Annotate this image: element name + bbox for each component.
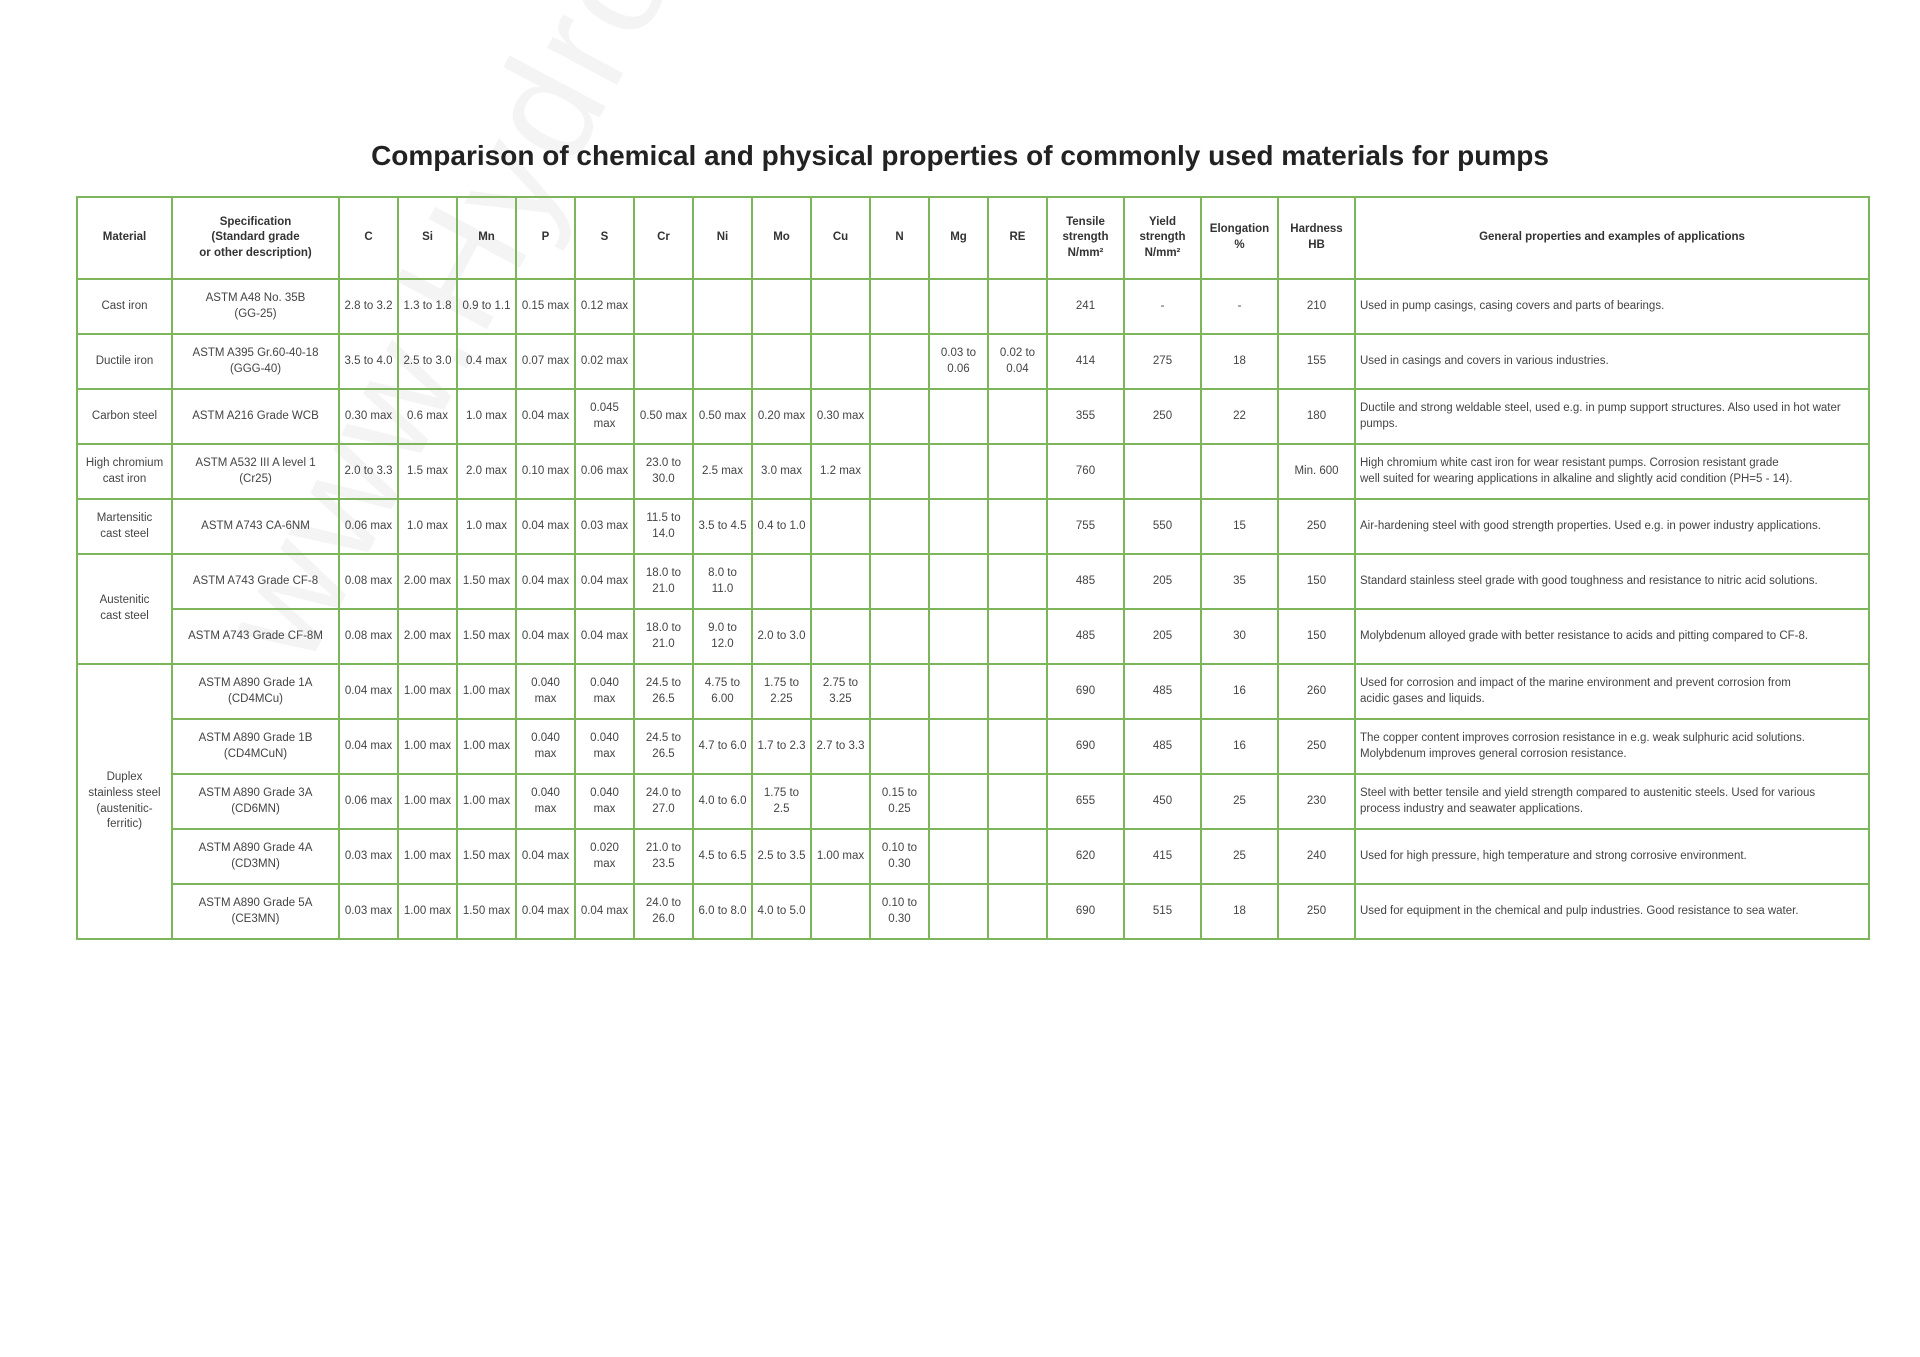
hardness-cell: 155 (1278, 334, 1355, 389)
yield-cell: - (1124, 279, 1201, 334)
tensile-cell: 414 (1047, 334, 1124, 389)
s-cell: 0.12 max (575, 279, 634, 334)
materials-table (76, 196, 1870, 940)
p-cell: 0.15 max (516, 279, 575, 334)
table-row (77, 609, 1869, 664)
n-cell (870, 444, 929, 499)
cu-cell: 0.30 max (811, 389, 870, 444)
s-cell: 0.04 max (575, 884, 634, 939)
re-cell (988, 609, 1047, 664)
mn-cell: 2.0 max (457, 444, 516, 499)
c-cell: 0.04 max (339, 664, 398, 719)
table-body (77, 279, 1869, 939)
n-cell (870, 719, 929, 774)
p-cell: 0.04 max (516, 389, 575, 444)
tensile-cell: 655 (1047, 774, 1124, 829)
n-cell: 0.10 to 0.30 (870, 884, 929, 939)
cu-cell (811, 279, 870, 334)
table-row (77, 444, 1869, 499)
cr-cell: 11.5 to 14.0 (634, 499, 693, 554)
ni-cell (693, 279, 752, 334)
hardness-cell: 150 (1278, 609, 1355, 664)
table-row (77, 499, 1869, 554)
si-cell: 2.00 max (398, 554, 457, 609)
mo-cell (752, 334, 811, 389)
table-row (77, 719, 1869, 774)
tensile-cell: 485 (1047, 609, 1124, 664)
cr-cell: 24.5 to 26.5 (634, 664, 693, 719)
c-cell: 2.0 to 3.3 (339, 444, 398, 499)
mg-cell (929, 499, 988, 554)
mo-cell (752, 554, 811, 609)
spec-cell: ASTM A890 Grade 5A (CE3MN) (172, 884, 339, 939)
mn-cell: 1.50 max (457, 609, 516, 664)
s-cell: 0.020 max (575, 829, 634, 884)
p-cell: 0.07 max (516, 334, 575, 389)
cu-cell (811, 774, 870, 829)
hardness-cell: 230 (1278, 774, 1355, 829)
hardness-cell: 180 (1278, 389, 1355, 444)
n-cell (870, 389, 929, 444)
re-cell (988, 884, 1047, 939)
elongation-cell: 30 (1201, 609, 1278, 664)
re-cell (988, 719, 1047, 774)
cu-cell: 2.75 to 3.25 (811, 664, 870, 719)
re-cell (988, 774, 1047, 829)
material-cell: Cast iron (77, 279, 172, 334)
column-header: Specification (Standard grade or other description) (172, 197, 339, 279)
cu-cell (811, 884, 870, 939)
mg-cell (929, 774, 988, 829)
c-cell: 0.08 max (339, 554, 398, 609)
spec-cell: ASTM A890 Grade 1B (CD4MCuN) (172, 719, 339, 774)
mn-cell: 1.50 max (457, 829, 516, 884)
mn-cell: 1.50 max (457, 884, 516, 939)
re-cell (988, 279, 1047, 334)
spec-cell: ASTM A743 Grade CF-8M (172, 609, 339, 664)
material-cell: Duplex stainless steel (austenitic- ferritic) (77, 664, 172, 939)
yield-cell: 205 (1124, 609, 1201, 664)
application-cell: Used for corrosion and impact of the marine environment and prevent corrosion from acidic gases and liquids. (1355, 664, 1869, 719)
cr-cell: 23.0 to 30.0 (634, 444, 693, 499)
cr-cell: 24.5 to 26.5 (634, 719, 693, 774)
re-cell (988, 829, 1047, 884)
application-cell: Ductile and strong weldable steel, used e.g. in pump support structures. Also used in hot water pumps. (1355, 389, 1869, 444)
mn-cell: 1.0 max (457, 389, 516, 444)
application-cell: High chromium white cast iron for wear resistant pumps. Corrosion resistant grade well suited for wearing applications in alkaline and slightly acid condition (PH=5 - 14). (1355, 444, 1869, 499)
yield-cell: 485 (1124, 664, 1201, 719)
column-header: Cu (811, 197, 870, 279)
si-cell: 0.6 max (398, 389, 457, 444)
n-cell (870, 279, 929, 334)
re-cell: 0.02 to 0.04 (988, 334, 1047, 389)
column-header: Si (398, 197, 457, 279)
ni-cell: 4.5 to 6.5 (693, 829, 752, 884)
application-cell: Steel with better tensile and yield strength compared to austenitic steels. Used for various process industry and seawater applications. (1355, 774, 1869, 829)
table-row (77, 389, 1869, 444)
si-cell: 1.00 max (398, 829, 457, 884)
ni-cell (693, 334, 752, 389)
elongation-cell: 25 (1201, 774, 1278, 829)
cr-cell: 24.0 to 27.0 (634, 774, 693, 829)
column-header: Mn (457, 197, 516, 279)
column-header: Yield strength N/mm² (1124, 197, 1201, 279)
mo-cell: 1.7 to 2.3 (752, 719, 811, 774)
yield-cell: 550 (1124, 499, 1201, 554)
re-cell (988, 444, 1047, 499)
tensile-cell: 690 (1047, 884, 1124, 939)
hardness-cell: 250 (1278, 499, 1355, 554)
c-cell: 0.06 max (339, 774, 398, 829)
application-cell: Molybdenum alloyed grade with better resistance to acids and pitting compared to CF-8. (1355, 609, 1869, 664)
elongation-cell (1201, 444, 1278, 499)
column-header: Cr (634, 197, 693, 279)
ni-cell: 0.50 max (693, 389, 752, 444)
n-cell: 0.15 to 0.25 (870, 774, 929, 829)
yield-cell: 485 (1124, 719, 1201, 774)
mg-cell: 0.03 to 0.06 (929, 334, 988, 389)
p-cell: 0.040 max (516, 774, 575, 829)
material-cell: High chromium cast iron (77, 444, 172, 499)
n-cell: 0.10 to 0.30 (870, 829, 929, 884)
re-cell (988, 389, 1047, 444)
elongation-cell: 18 (1201, 884, 1278, 939)
cu-cell (811, 554, 870, 609)
s-cell: 0.06 max (575, 444, 634, 499)
hardness-cell: 240 (1278, 829, 1355, 884)
re-cell (988, 499, 1047, 554)
table-header-row (77, 197, 1869, 279)
mg-cell (929, 444, 988, 499)
p-cell: 0.10 max (516, 444, 575, 499)
si-cell: 1.5 max (398, 444, 457, 499)
column-header: RE (988, 197, 1047, 279)
cu-cell (811, 609, 870, 664)
column-header: Material (77, 197, 172, 279)
material-cell: Austenitic cast steel (77, 554, 172, 664)
mo-cell: 0.20 max (752, 389, 811, 444)
spec-cell: ASTM A743 Grade CF-8 (172, 554, 339, 609)
application-cell: The copper content improves corrosion resistance in e.g. weak sulphuric acid solutions. Molybdenum improves general corrosion resistance. (1355, 719, 1869, 774)
cr-cell: 21.0 to 23.5 (634, 829, 693, 884)
table-row (77, 554, 1869, 609)
material-cell: Ductile iron (77, 334, 172, 389)
mn-cell: 0.9 to 1.1 (457, 279, 516, 334)
yield-cell: 275 (1124, 334, 1201, 389)
ni-cell: 8.0 to 11.0 (693, 554, 752, 609)
p-cell: 0.04 max (516, 499, 575, 554)
application-cell: Used in casings and covers in various industries. (1355, 334, 1869, 389)
mn-cell: 1.00 max (457, 774, 516, 829)
column-header: C (339, 197, 398, 279)
n-cell (870, 334, 929, 389)
s-cell: 0.04 max (575, 609, 634, 664)
material-cell: Martensitic cast steel (77, 499, 172, 554)
mn-cell: 0.4 max (457, 334, 516, 389)
n-cell (870, 554, 929, 609)
mn-cell: 1.00 max (457, 664, 516, 719)
p-cell: 0.04 max (516, 884, 575, 939)
p-cell: 0.04 max (516, 829, 575, 884)
si-cell: 1.00 max (398, 664, 457, 719)
elongation-cell: - (1201, 279, 1278, 334)
mg-cell (929, 279, 988, 334)
si-cell: 1.00 max (398, 719, 457, 774)
spec-cell: ASTM A890 Grade 3A (CD6MN) (172, 774, 339, 829)
c-cell: 3.5 to 4.0 (339, 334, 398, 389)
c-cell: 0.06 max (339, 499, 398, 554)
n-cell (870, 664, 929, 719)
p-cell: 0.04 max (516, 609, 575, 664)
table-row (77, 279, 1869, 334)
hardness-cell: 150 (1278, 554, 1355, 609)
cr-cell (634, 279, 693, 334)
s-cell: 0.04 max (575, 554, 634, 609)
mo-cell: 1.75 to 2.25 (752, 664, 811, 719)
mo-cell: 2.5 to 3.5 (752, 829, 811, 884)
c-cell: 0.03 max (339, 884, 398, 939)
application-cell: Used for high pressure, high temperature and strong corrosive environment. (1355, 829, 1869, 884)
si-cell: 1.3 to 1.8 (398, 279, 457, 334)
elongation-cell: 35 (1201, 554, 1278, 609)
si-cell: 2.5 to 3.0 (398, 334, 457, 389)
c-cell: 2.8 to 3.2 (339, 279, 398, 334)
mn-cell: 1.50 max (457, 554, 516, 609)
elongation-cell: 18 (1201, 334, 1278, 389)
mo-cell (752, 279, 811, 334)
yield-cell: 250 (1124, 389, 1201, 444)
n-cell (870, 499, 929, 554)
yield-cell: 205 (1124, 554, 1201, 609)
application-cell: Used for equipment in the chemical and pulp industries. Good resistance to sea water. (1355, 884, 1869, 939)
table-row (77, 664, 1869, 719)
ni-cell: 4.7 to 6.0 (693, 719, 752, 774)
mo-cell: 3.0 max (752, 444, 811, 499)
table-row (77, 829, 1869, 884)
re-cell (988, 554, 1047, 609)
cu-cell: 2.7 to 3.3 (811, 719, 870, 774)
s-cell: 0.02 max (575, 334, 634, 389)
ni-cell: 4.0 to 6.0 (693, 774, 752, 829)
c-cell: 0.08 max (339, 609, 398, 664)
c-cell: 0.30 max (339, 389, 398, 444)
s-cell: 0.040 max (575, 719, 634, 774)
c-cell: 0.04 max (339, 719, 398, 774)
mg-cell (929, 884, 988, 939)
mg-cell (929, 609, 988, 664)
material-cell: Carbon steel (77, 389, 172, 444)
mg-cell (929, 719, 988, 774)
table-row (77, 774, 1869, 829)
mg-cell (929, 664, 988, 719)
column-header: P (516, 197, 575, 279)
column-header: General properties and examples of applications (1355, 197, 1869, 279)
spec-cell: ASTM A48 No. 35B (GG-25) (172, 279, 339, 334)
s-cell: 0.040 max (575, 664, 634, 719)
spec-cell: ASTM A890 Grade 1A (CD4MCu) (172, 664, 339, 719)
elongation-cell: 15 (1201, 499, 1278, 554)
spec-cell: ASTM A890 Grade 4A (CD3MN) (172, 829, 339, 884)
ni-cell: 6.0 to 8.0 (693, 884, 752, 939)
cr-cell: 24.0 to 26.0 (634, 884, 693, 939)
mo-cell: 0.4 to 1.0 (752, 499, 811, 554)
ni-cell: 9.0 to 12.0 (693, 609, 752, 664)
mo-cell: 1.75 to 2.5 (752, 774, 811, 829)
tensile-cell: 690 (1047, 664, 1124, 719)
hardness-cell: 250 (1278, 719, 1355, 774)
cu-cell: 1.00 max (811, 829, 870, 884)
elongation-cell: 16 (1201, 664, 1278, 719)
yield-cell: 450 (1124, 774, 1201, 829)
cr-cell (634, 334, 693, 389)
yield-cell (1124, 444, 1201, 499)
cu-cell (811, 334, 870, 389)
hardness-cell: 250 (1278, 884, 1355, 939)
yield-cell: 515 (1124, 884, 1201, 939)
mg-cell (929, 554, 988, 609)
spec-cell: ASTM A743 CA-6NM (172, 499, 339, 554)
mo-cell: 4.0 to 5.0 (752, 884, 811, 939)
column-header: Tensile strength N/mm² (1047, 197, 1124, 279)
si-cell: 2.00 max (398, 609, 457, 664)
elongation-cell: 25 (1201, 829, 1278, 884)
table-row (77, 334, 1869, 389)
p-cell: 0.040 max (516, 719, 575, 774)
ni-cell: 2.5 max (693, 444, 752, 499)
table-row (77, 884, 1869, 939)
c-cell: 0.03 max (339, 829, 398, 884)
cr-cell: 18.0 to 21.0 (634, 609, 693, 664)
p-cell: 0.040 max (516, 664, 575, 719)
n-cell (870, 609, 929, 664)
ni-cell: 3.5 to 4.5 (693, 499, 752, 554)
hardness-cell: 210 (1278, 279, 1355, 334)
re-cell (988, 664, 1047, 719)
spec-cell: ASTM A395 Gr.60-40-18 (GGG-40) (172, 334, 339, 389)
ni-cell: 4.75 to 6.00 (693, 664, 752, 719)
cr-cell: 0.50 max (634, 389, 693, 444)
mg-cell (929, 829, 988, 884)
s-cell: 0.040 max (575, 774, 634, 829)
si-cell: 1.0 max (398, 499, 457, 554)
tensile-cell: 241 (1047, 279, 1124, 334)
application-cell: Standard stainless steel grade with good toughness and resistance to nitric acid solutions. (1355, 554, 1869, 609)
tensile-cell: 760 (1047, 444, 1124, 499)
cu-cell: 1.2 max (811, 444, 870, 499)
cu-cell (811, 499, 870, 554)
mn-cell: 1.00 max (457, 719, 516, 774)
tensile-cell: 485 (1047, 554, 1124, 609)
tensile-cell: 755 (1047, 499, 1124, 554)
tensile-cell: 690 (1047, 719, 1124, 774)
elongation-cell: 22 (1201, 389, 1278, 444)
application-cell: Used in pump casings, casing covers and parts of bearings. (1355, 279, 1869, 334)
hardness-cell: Min. 600 (1278, 444, 1355, 499)
column-header: Ni (693, 197, 752, 279)
p-cell: 0.04 max (516, 554, 575, 609)
s-cell: 0.045 max (575, 389, 634, 444)
mg-cell (929, 389, 988, 444)
column-header: S (575, 197, 634, 279)
tensile-cell: 620 (1047, 829, 1124, 884)
elongation-cell: 16 (1201, 719, 1278, 774)
yield-cell: 415 (1124, 829, 1201, 884)
s-cell: 0.03 max (575, 499, 634, 554)
column-header: N (870, 197, 929, 279)
mn-cell: 1.0 max (457, 499, 516, 554)
spec-cell: ASTM A216 Grade WCB (172, 389, 339, 444)
column-header: Mo (752, 197, 811, 279)
si-cell: 1.00 max (398, 884, 457, 939)
cr-cell: 18.0 to 21.0 (634, 554, 693, 609)
tensile-cell: 355 (1047, 389, 1124, 444)
column-header: Hardness HB (1278, 197, 1355, 279)
column-header: Mg (929, 197, 988, 279)
spec-cell: ASTM A532 III A level 1 (Cr25) (172, 444, 339, 499)
hardness-cell: 260 (1278, 664, 1355, 719)
mo-cell: 2.0 to 3.0 (752, 609, 811, 664)
si-cell: 1.00 max (398, 774, 457, 829)
column-header: Elongation % (1201, 197, 1278, 279)
page-title: Comparison of chemical and physical properties of commonly used materials for pumps (371, 140, 1549, 171)
application-cell: Air-hardening steel with good strength properties. Used e.g. in power industry applications. (1355, 499, 1869, 554)
